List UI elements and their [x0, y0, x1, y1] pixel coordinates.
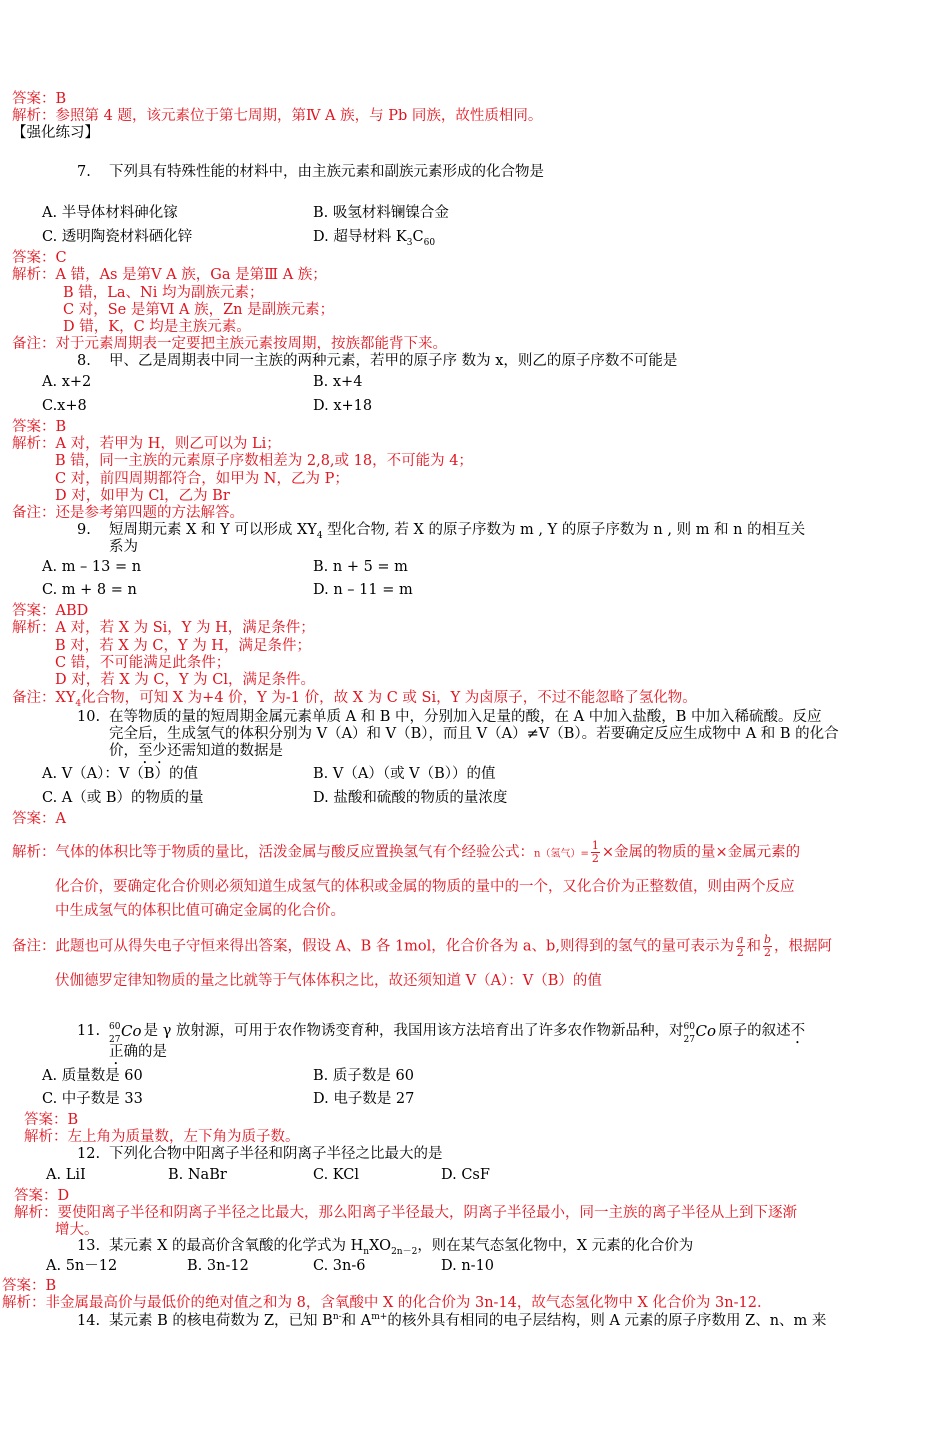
q9-answer: 答案：ABD: [12, 603, 89, 619]
q10-stem-2: 完全后，生成氢气的体积分别为 V（A）和 V（B），而且 V（A）≠V（B）。若要确定反应生成物中 A 和 B 的化合: [109, 726, 839, 742]
q10-note-2: 伏伽德罗定律知物质的量之比就等于气体体积之比，故还须知道 V（A）：V（B）的值: [55, 973, 602, 989]
q12-analysis-2: 增大。: [55, 1222, 99, 1238]
q7-number: 7.: [77, 164, 91, 180]
q8-analysis-3: C 对，前四周期都符合，如甲为 N，乙为 P；: [55, 471, 349, 487]
q13-option-d: D. n-10: [441, 1258, 495, 1274]
q12-option-d: D. CsF: [441, 1167, 490, 1183]
q13-answer: 答案：B: [2, 1278, 57, 1294]
q7-stem: 下列具有特殊性能的材料中，由主族元素和副族元素形成的化合物是: [109, 164, 544, 180]
q10-option-c: C. A（或 B）的物质的量: [42, 790, 204, 806]
q8-number: 8.: [77, 353, 91, 369]
q10-option-a: A. V（A）：V（B）的值: [42, 766, 199, 782]
q11-option-d: D. 电子数是 27: [313, 1091, 415, 1107]
q8-note: 备注：还是参考第四题的方法解答。: [12, 505, 244, 521]
q14-stem: 某元素 B 的核电荷数为 Z，已知 $B^{n-}$和 $A^{m+}$的核外具有相同的电子层结构，则 A 元素的原子序数用 Z、n、m 来: [109, 1312, 827, 1329]
q8-option-b: B. x+4: [313, 374, 363, 390]
q9-option-c: C. m + 8 = n: [42, 582, 137, 598]
q8-option-d: D. x+18: [313, 398, 373, 414]
q9-analysis-2: B 对，若 X 为 C，Y 为 H，满足条件；: [55, 638, 311, 654]
q7-option-a: A. 半导体材料砷化镓: [42, 205, 178, 221]
q6-answer: 答案：B: [12, 91, 67, 107]
q13-analysis: 解析：非金属最高价与最低价的绝对值之和为 8，含氧酸中 X 的化合价为 3n-14，故气态氢化物中 X 化合价为 3n-12.: [2, 1295, 762, 1311]
q9-option-b: B. n + 5 = m: [313, 559, 408, 575]
q6-analysis: 解析：参照第 4 题，该元素位于第七周期，第Ⅳ A 族，与 Pb 同族，故性质相同。: [12, 108, 543, 124]
q12-number: 12.: [77, 1146, 101, 1162]
isotope-co60-symbol: 60 27 Co: [683, 1022, 717, 1045]
q8-option-a: A. x+2: [42, 374, 92, 390]
q11-option-b: B. 质子数是 60: [313, 1068, 414, 1084]
q10-answer: 答案：A: [12, 811, 66, 827]
q9-analysis-4: D 对，若 X 为 C，Y 为 Cl，满足条件。: [55, 672, 316, 688]
q13-number: 13.: [77, 1238, 101, 1254]
fraction-one-half: $\frac{1}{2}$: [591, 839, 599, 865]
q11-option-a: A. 质量数是 60: [42, 1068, 143, 1084]
q12-answer: 答案：D: [14, 1188, 70, 1204]
q11-stem-1: 60 27 Co 是 γ 放射源，可用于农作物诱变育种，我国用该方法培育出了许多农作物新品种，对 60 27 Co 原子的叙述不: [109, 1022, 806, 1045]
q12-analysis-1: 解析：要使阳离子半径和阴离子半径之比最大，那么阳离子半径最大，阴离子半径最小，同一主族的离子半径从上到下逐渐: [14, 1205, 797, 1221]
fraction-b-over-2: $\frac{b}{2}$: [764, 933, 772, 959]
q13-stem: 某元素 X 的最高价含氧酸的化学式为 $H_nXO_{2n-2}$，则在某气态氢化物中，X 元素的化合价为: [109, 1238, 694, 1257]
q14-number: 14.: [77, 1313, 101, 1329]
q8-analysis-1: 解析：A 对，若甲为 H，则乙可以为 Li；: [12, 436, 281, 452]
q10-stem-1: 在等物质的量的短周期金属元素单质 A 和 B 中，分别加入足量的酸，在 A 中加入盐酸，B 中加入稀硫酸。反应: [109, 709, 822, 725]
q13-option-b: B. 3n-12: [187, 1258, 249, 1274]
q9-option-d: D. n – 11 = m: [313, 582, 413, 598]
q7-analysis-1: 解析：A 错，As 是第Ⅴ A 族，Ga 是第Ⅲ A 族；: [12, 267, 327, 283]
q11-stem-2: 正确的是: [109, 1044, 167, 1060]
q10-analysis-2: 化合价，要确定化合价则必须知道生成氢气的体积或金属的物质的量中的一个，又化合价为正整数值，则由两个反应: [55, 879, 795, 895]
q11-option-c: C. 中子数是 33: [42, 1091, 143, 1107]
q8-analysis-4: D 对，如甲为 Cl，乙为 Br: [55, 488, 230, 504]
q10-analysis-3: 中生成氢气的体积比值可确定金属的化合价。: [55, 903, 345, 919]
q10-number: 10.: [77, 709, 101, 725]
q9-option-a: A. m – 13 = n: [42, 559, 142, 575]
q12-stem: 下列化合物中阳离子半径和阴离子半径之比最大的是: [109, 1146, 443, 1162]
q11-number: 11.: [77, 1023, 101, 1039]
q10-option-d: D. 盐酸和硫酸的物质的量浓度: [313, 790, 508, 806]
q11-analysis: 解析：左上角为质量数，左下角为质子数。: [24, 1129, 300, 1145]
q7-option-d: D. 超导材料 $K_3C_{60}$: [313, 229, 436, 248]
q7-option-c: C. 透明陶瓷材料硒化锌: [42, 229, 193, 245]
q9-stem-1: 短周期元素 X 和 Y 可以形成 $XY_4$ 型化合物, 若 X 的原子序数为 m , Y 的原子序数为 n , 则 m 和 n 的相互关: [109, 522, 806, 541]
q9-number: 9.: [77, 522, 91, 538]
q10-analysis-1: 解析：气体的体积比等于物质的量比，活泼金属与酸反应置换氢气有个经验公式：n（氢气）= $\frac{1}{2}$ ×金属的物质的量×金属元素的: [12, 839, 801, 865]
q11-answer: 答案：B: [24, 1112, 79, 1128]
q8-answer: 答案：B: [12, 419, 67, 435]
q12-option-c: C. KCl: [313, 1167, 359, 1183]
q8-stem: 甲、乙是周期表中同一主族的两种元素，若甲的原子序 数为 x，则乙的原子序数不可能是: [109, 353, 678, 369]
q12-option-a: A. LiI: [46, 1167, 86, 1183]
q13-option-c: C. 3n-6: [313, 1258, 366, 1274]
q9-analysis-3: C 错，不可能满足此条件；: [55, 655, 231, 671]
q7-analysis-2: B 错，La、Ni 均为副族元素；: [63, 285, 264, 301]
q10-option-b: B. V（A）（或 V（B））的值: [313, 766, 496, 782]
q9-stem-2: 系为: [109, 539, 138, 555]
q7-analysis-3: C 对，Se 是第Ⅵ A 族，Zn 是副族元素；: [63, 302, 335, 318]
q10-stem-3: 价，至少还需知道的数据是: [109, 743, 283, 759]
q7-analysis-4: D 错，K，C 均是主族元素。: [63, 319, 251, 335]
q8-option-c: C.x+8: [42, 398, 87, 414]
q13-option-a: A. 5n－12: [46, 1258, 118, 1274]
q10-note-1: 备注：此题也可从得失电子守恒来得出答案，假设 A、B 各 1mol，化合价各为 a、b,则得到的氢气的量可表示为 $\frac{a}{2}$ 和 $\frac{b}{2}$ ，根据阿: [12, 933, 833, 959]
q12-option-b: B. NaBr: [168, 1167, 227, 1183]
q9-note: 备注：$XY_4$化合物，可知 X 为+4 价，Y 为-1 价，故 X 为 C 或 Si，Y 为卤原子，不过不能忽略了氢化物。: [12, 690, 697, 709]
q7-option-b: B. 吸氢材料镧镍合金: [313, 205, 449, 221]
q9-analysis-1: 解析：A 对，若 X 为 Si，Y 为 H，满足条件；: [12, 620, 315, 636]
q7-note: 备注：对于元素周期表一定要把主族元素按周期，按族都能背下来。: [12, 336, 447, 352]
q7-answer: 答案：C: [12, 250, 67, 266]
section-title: 【强化练习】: [12, 125, 99, 141]
q8-analysis-2: B 错，同一主族的元素原子序数相差为 2,8,或 18，不可能为 4；: [55, 453, 473, 469]
fraction-a-over-2: $\frac{a}{2}$: [736, 933, 744, 959]
isotope-co60-symbol: 60 27 Co: [109, 1022, 142, 1045]
